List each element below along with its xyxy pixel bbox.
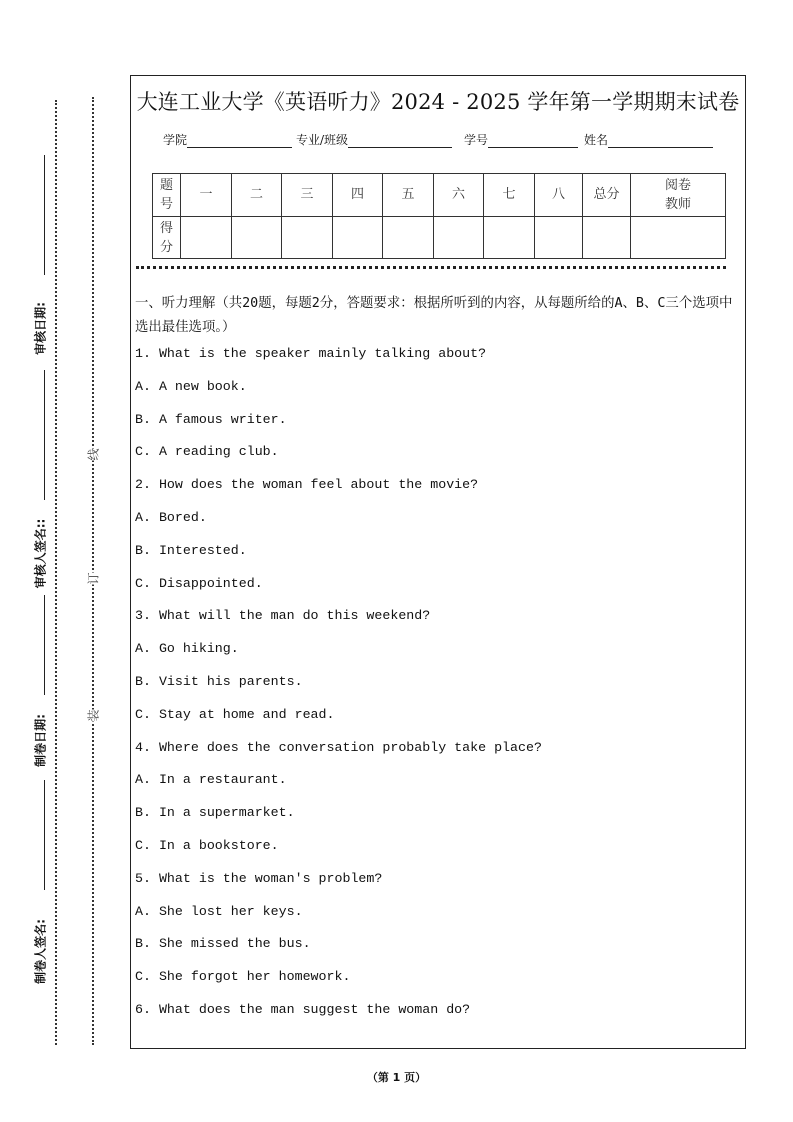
score-cell[interactable] (282, 217, 333, 259)
name-field[interactable] (584, 131, 713, 148)
answer-option: A. Bored. (135, 510, 207, 525)
score-cell[interactable] (333, 217, 383, 259)
answer-option: A. Go hiking. (135, 641, 239, 657)
col-header: 五 (383, 174, 434, 217)
make-date-line (44, 595, 45, 695)
score-cell[interactable] (181, 217, 232, 259)
review-date-label: 审核日期: (33, 302, 48, 355)
answer-option: A. A new book. (135, 378, 247, 394)
answer-option: B. She missed the bus. (135, 936, 311, 952)
page-number: （第 1 页） (366, 1071, 427, 1084)
major-label: 专业/班级 (296, 133, 349, 147)
answer-option: B. In a supermarket. (135, 805, 295, 821)
score-cell[interactable] (535, 217, 583, 259)
maker-sign-label: 制卷人签名: (33, 919, 48, 984)
student-id-label: 学号 (464, 133, 489, 147)
col-header: 七 (484, 174, 535, 217)
question-text: 2. How does the woman feel about the movie? (135, 477, 479, 493)
name-label: 姓名 (584, 133, 609, 147)
reviewer-sign-line (44, 370, 45, 500)
student-id-field[interactable] (464, 131, 578, 148)
answer-option: C. Stay at home and read. (135, 706, 335, 722)
answer-option: C. She forgot her homework. (135, 969, 351, 985)
col-header: 八 (535, 174, 583, 217)
answer-option: C. A reading club. (135, 444, 279, 460)
dotted-line-binding (92, 97, 94, 1045)
row-label-score: 得分 (153, 217, 181, 259)
binding-mark-bind: 装 (86, 709, 101, 722)
score-cell[interactable] (583, 217, 631, 259)
col-header: 二 (232, 174, 282, 217)
question-text: 5. What is the woman's problem? (135, 870, 383, 886)
make-date-label: 制卷日期: (33, 714, 48, 767)
dotted-line-outer (55, 100, 57, 1045)
col-header: 四 (333, 174, 383, 217)
answer-option: A. In a restaurant. (135, 772, 287, 788)
section-instructions: 一、听力理解（共20题，每题2分，答题要求：根据所听到的内容，从每题所给的A、B、C三个选项中选出最佳选项。） (135, 296, 733, 335)
answer-option: C. In a bookstore. (135, 838, 279, 853)
score-cell[interactable] (631, 217, 726, 259)
answer-option: B. Visit his parents. (135, 674, 303, 689)
binding-mark-line: 线 (86, 448, 101, 461)
col-header: 六 (434, 174, 484, 217)
col-header: 一 (181, 174, 232, 217)
reviewer-sign-label: 审核人签名:: (33, 518, 48, 589)
dotted-divider (136, 266, 726, 269)
answer-option: A. She lost her keys. (135, 903, 303, 919)
review-date-line (44, 155, 45, 275)
binding-mark-staple: 订 (86, 572, 101, 585)
score-cell[interactable] (434, 217, 484, 259)
answer-option: B. Interested. (135, 542, 247, 558)
col-header: 阅卷教师 (631, 174, 726, 217)
question-text: 6. What does the man suggest the woman do? (135, 1002, 471, 1017)
col-header: 三 (282, 174, 333, 217)
college-label: 学院 (163, 133, 188, 147)
question-text: 3. What will the man do this weekend? (135, 608, 431, 624)
col-header: 总分 (583, 174, 631, 217)
score-table (152, 173, 726, 259)
major-field[interactable] (296, 131, 452, 148)
score-cell[interactable] (484, 217, 535, 259)
question-text: 1. What is the speaker mainly talking about? (135, 346, 487, 361)
answer-option: B. A famous writer. (135, 411, 287, 427)
maker-sign-line (44, 780, 45, 890)
exam-title: 大连工业大学《英语听力》2024 - 2025 学年第一学期期末试卷 (136, 90, 740, 114)
score-cell[interactable] (383, 217, 434, 259)
college-field[interactable] (163, 131, 292, 148)
question-text: 4. Where does the conversation probably take place? (135, 739, 542, 755)
row-label-question: 题号 (153, 174, 181, 217)
score-cell[interactable] (232, 217, 282, 259)
answer-option: C. Disappointed. (135, 575, 263, 591)
